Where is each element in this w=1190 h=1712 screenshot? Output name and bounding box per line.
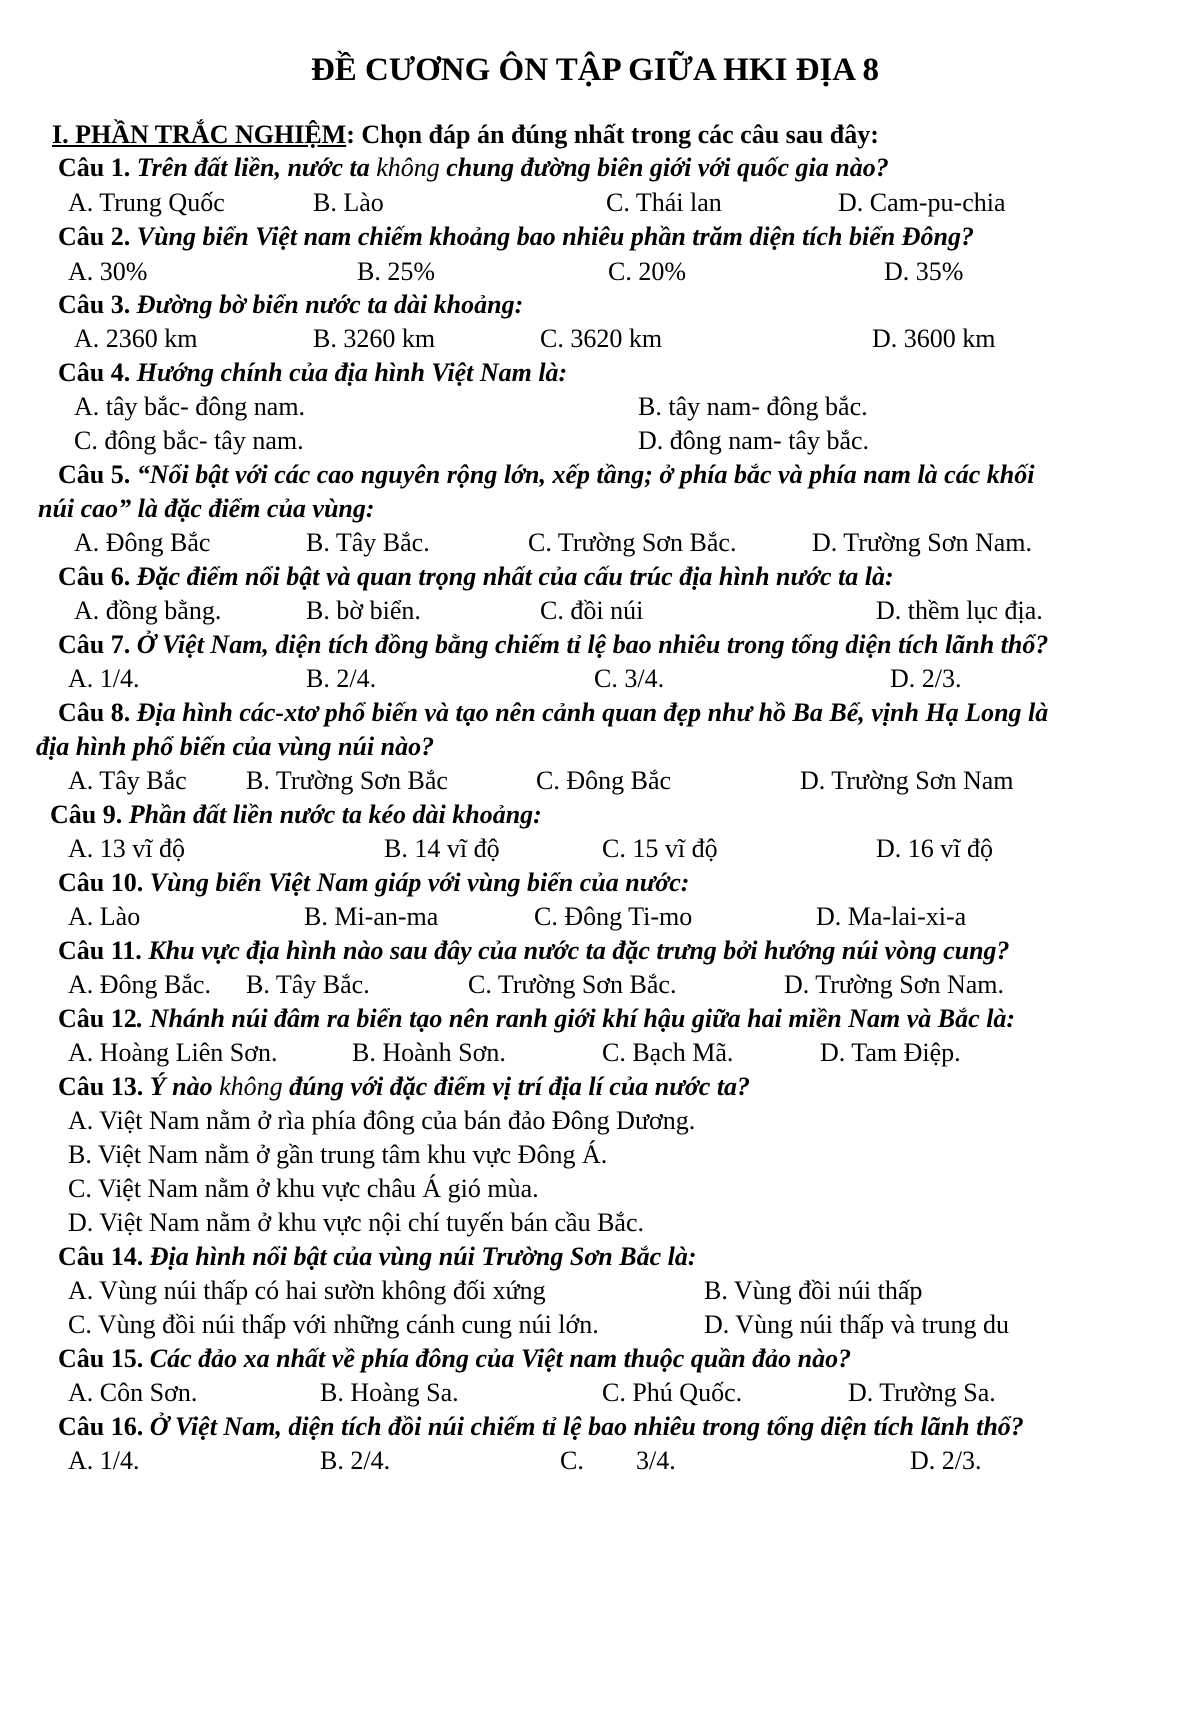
option-d: D. Trường Sơn Nam. — [784, 970, 1005, 999]
question-text: “Nổi bật với các cao nguyên rộng lớn, xếp tầng; ở phía bắc và phía nam là các khối — [130, 460, 1035, 489]
option-b: B. Tây Bắc. — [246, 970, 370, 999]
option-b: B. 25% — [357, 257, 435, 286]
option-c: C. đồi núi — [540, 596, 644, 625]
option-a: A. Tây Bắc — [68, 766, 187, 795]
question-5 — [58, 460, 1034, 490]
question-label: Câu 10. — [58, 868, 144, 897]
option-b: B. Việt Nam nằm ở gần trung tâm khu vực Đông Á. — [68, 1140, 608, 1169]
question-text: Đường bờ biển nước ta dài khoảng: — [130, 290, 524, 319]
question-2 — [58, 222, 974, 252]
option-c: C. Phú Quốc. — [602, 1378, 743, 1407]
option-a: A. Côn Sơn. — [68, 1378, 198, 1407]
question-label: Câu 5. — [58, 460, 131, 489]
question-15 — [58, 1344, 851, 1374]
question-label: Câu 6. — [58, 562, 131, 591]
option-b: B. Hoàng Sa. — [320, 1378, 459, 1407]
option-d: D. Tam Điệp. — [820, 1038, 961, 1067]
question-text: Vùng biển Việt nam chiếm khoảng bao nhiêu phần trăm diện tích biển Đông? — [130, 222, 974, 251]
option-b: B. 2/4. — [306, 664, 377, 693]
option-b: B. bờ biển. — [306, 596, 421, 625]
question-text: Ở Việt Nam, diện tích đồi núi chiếm tỉ lệ bao nhiêu trong tổng diện tích lãnh thổ? — [143, 1412, 1024, 1441]
question-16 — [58, 1412, 1024, 1442]
option-d: D. 3600 km — [872, 324, 996, 353]
question-text: chung đường biên giới với quốc gia nào? — [439, 153, 889, 182]
option-c: C. Đông Ti-mo — [534, 902, 693, 931]
question-text: Địa hình nổi bật của vùng núi Trường Sơn Bắc là: — [143, 1242, 697, 1271]
question-10 — [58, 868, 689, 898]
option-d: D. đông nam- tây bắc. — [638, 426, 870, 455]
question-9 — [50, 800, 542, 830]
question-label: Câu 11. — [58, 936, 142, 965]
question-4 — [58, 358, 567, 388]
option-a: A. 1/4. — [68, 1446, 140, 1475]
option-c: C. 15 vĩ độ — [602, 834, 718, 863]
option-d: D. Trường Sa. — [848, 1378, 996, 1407]
question-text: Ý nào — [143, 1072, 220, 1101]
question-label: Câu 3. — [58, 290, 131, 319]
option-a: A. Đông Bắc — [74, 528, 211, 557]
section-heading-line — [52, 120, 879, 150]
question-emphasis: không — [376, 153, 440, 182]
question-text: Đặc điểm nổi bật và quan trọng nhất của cấu trúc địa hình nước ta là: — [130, 562, 894, 591]
question-label: Câu 4. — [58, 358, 131, 387]
option-b: B. 2/4. — [320, 1446, 391, 1475]
option-b: B. 3260 km — [313, 324, 436, 353]
option-c: C. đông bắc- tây nam. — [74, 426, 304, 455]
question-text: Hướng chính của địa hình Việt Nam là: — [130, 358, 568, 387]
option-b: B. Trường Sơn Bắc — [246, 766, 448, 795]
option-a: A. Trung Quốc — [68, 188, 225, 217]
question-label: Câu 13. — [58, 1072, 144, 1101]
option-a: A. Lào — [68, 902, 141, 931]
option-b: B. Vùng đồi núi thấp — [704, 1276, 923, 1305]
question-label: Câu 2. — [58, 222, 131, 251]
question-14 — [58, 1242, 697, 1272]
question-text: . Nhánh núi đâm ra biển tạo nên ranh giới khí hậu giữa hai miền Nam và Bắc là: — [136, 1004, 1016, 1033]
question-3 — [58, 290, 523, 320]
option-d: D. Vùng núi thấp và trung du — [704, 1310, 1009, 1339]
question-label: Câu 9. — [50, 800, 123, 829]
question-6 — [58, 562, 894, 592]
option-c-value: 3/4. — [636, 1446, 676, 1475]
option-b: B. tây nam- đông bắc. — [638, 392, 868, 421]
option-d: D. Cam-pu-chia — [838, 188, 1006, 217]
option-d: D. 35% — [884, 257, 964, 286]
option-a: A. 30% — [68, 257, 148, 286]
option-b: B. 14 vĩ độ — [384, 834, 500, 863]
option-a: A. Hoàng Liên Sơn. — [68, 1038, 278, 1067]
question-7 — [58, 630, 1048, 660]
option-d: D. Trường Sơn Nam. — [812, 528, 1033, 557]
option-d: D. Việt Nam nằm ở khu vực nội chí tuyến bán cầu Bắc. — [68, 1208, 644, 1237]
section-instruction: : Chọn đáp án đúng nhất trong các câu sau đây: — [346, 120, 879, 149]
option-d: D. Ma-lai-xi-a — [816, 902, 967, 931]
option-b: B. Mi-an-ma — [304, 902, 439, 931]
page-title: ĐỀ CƯƠNG ÔN TẬP GIỮA HKI ĐỊA 8 — [310, 52, 880, 88]
option-b: B. Hoành Sơn. — [352, 1038, 506, 1067]
option-a: A. Đông Bắc. — [68, 970, 211, 999]
option-c: C. 20% — [608, 257, 686, 286]
option-a: A. 2360 km — [74, 324, 198, 353]
question-label: Câu 12 — [58, 1004, 137, 1033]
option-a: A. tây bắc- đông nam. — [74, 392, 306, 421]
question-8-cont: địa hình phổ biến của vùng núi nào? — [36, 732, 435, 761]
option-b: B. Tây Bắc. — [306, 528, 430, 557]
question-label: Câu 14. — [58, 1242, 144, 1271]
question-label: Câu 1. — [58, 153, 131, 182]
option-b: B. Lào — [313, 188, 384, 217]
option-c: C. Trường Sơn Bắc. — [468, 970, 677, 999]
question-1 — [58, 153, 889, 183]
option-c: C. Việt Nam nằm ở khu vực châu Á gió mùa. — [68, 1174, 539, 1203]
question-8 — [58, 698, 1048, 728]
question-emphasis: không — [219, 1072, 283, 1101]
option-c: C. Bạch Mã. — [602, 1038, 734, 1067]
question-13 — [58, 1072, 750, 1102]
option-c: C. 3620 km — [540, 324, 663, 353]
option-d: D. 16 vĩ độ — [876, 834, 993, 863]
option-a: A. Việt Nam nằm ở rìa phía đông của bán đảo Đông Dương. — [68, 1106, 696, 1135]
option-a: A. 1/4. — [68, 664, 140, 693]
question-text: Trên đất liền, nước ta — [130, 153, 377, 182]
question-label: Câu 8. — [58, 698, 131, 727]
option-c: C. Đông Bắc — [536, 766, 672, 795]
option-d: D. 2/3. — [910, 1446, 982, 1475]
option-d: D. 2/3. — [890, 664, 962, 693]
option-c: C. — [560, 1446, 584, 1475]
option-c: C. Trường Sơn Bắc. — [528, 528, 737, 557]
question-text: Địa hình các-xtơ phổ biến và tạo nên cảnh quan đẹp như hồ Ba Bể, vịnh Hạ Long là — [130, 698, 1049, 727]
question-text: Ở Việt Nam, diện tích đồng bằng chiếm tỉ lệ bao nhiêu trong tổng diện tích lãnh thổ? — [130, 630, 1049, 659]
question-text: Phần đất liền nước ta kéo dài khoảng: — [122, 800, 542, 829]
option-c: C. Thái lan — [606, 188, 722, 217]
question-5-cont: núi cao” là đặc điểm của vùng: — [38, 494, 375, 523]
option-c: C. Vùng đồi núi thấp với những cánh cung núi lớn. — [68, 1310, 599, 1339]
section-heading: I. PHẦN TRẮC NGHIỆM — [52, 120, 347, 149]
question-11 — [58, 936, 1010, 966]
question-text: Vùng biển Việt Nam giáp với vùng biển của nước: — [143, 868, 690, 897]
question-label: Câu 7. — [58, 630, 131, 659]
question-label: Câu 16. — [58, 1412, 144, 1441]
option-d: D. Trường Sơn Nam — [800, 766, 1014, 795]
option-a: A. Vùng núi thấp có hai sườn không đối xứng — [68, 1276, 546, 1305]
question-text: đúng với đặc điểm vị trí địa lí của nước ta? — [282, 1072, 751, 1101]
option-d: D. thềm lục địa. — [876, 596, 1043, 625]
question-12 — [58, 1004, 1015, 1034]
option-c: C. 3/4. — [594, 664, 665, 693]
question-text: Khu vực địa hình nào sau đây của nước ta đặc trưng bởi hướng núi vòng cung? — [141, 936, 1010, 965]
option-a: A. 13 vĩ độ — [68, 834, 185, 863]
option-a: A. đồng bằng. — [74, 596, 222, 625]
question-text: Các đảo xa nhất về phía đông của Việt nam thuộc quần đảo nào? — [143, 1344, 852, 1373]
question-label: Câu 15. — [58, 1344, 144, 1373]
